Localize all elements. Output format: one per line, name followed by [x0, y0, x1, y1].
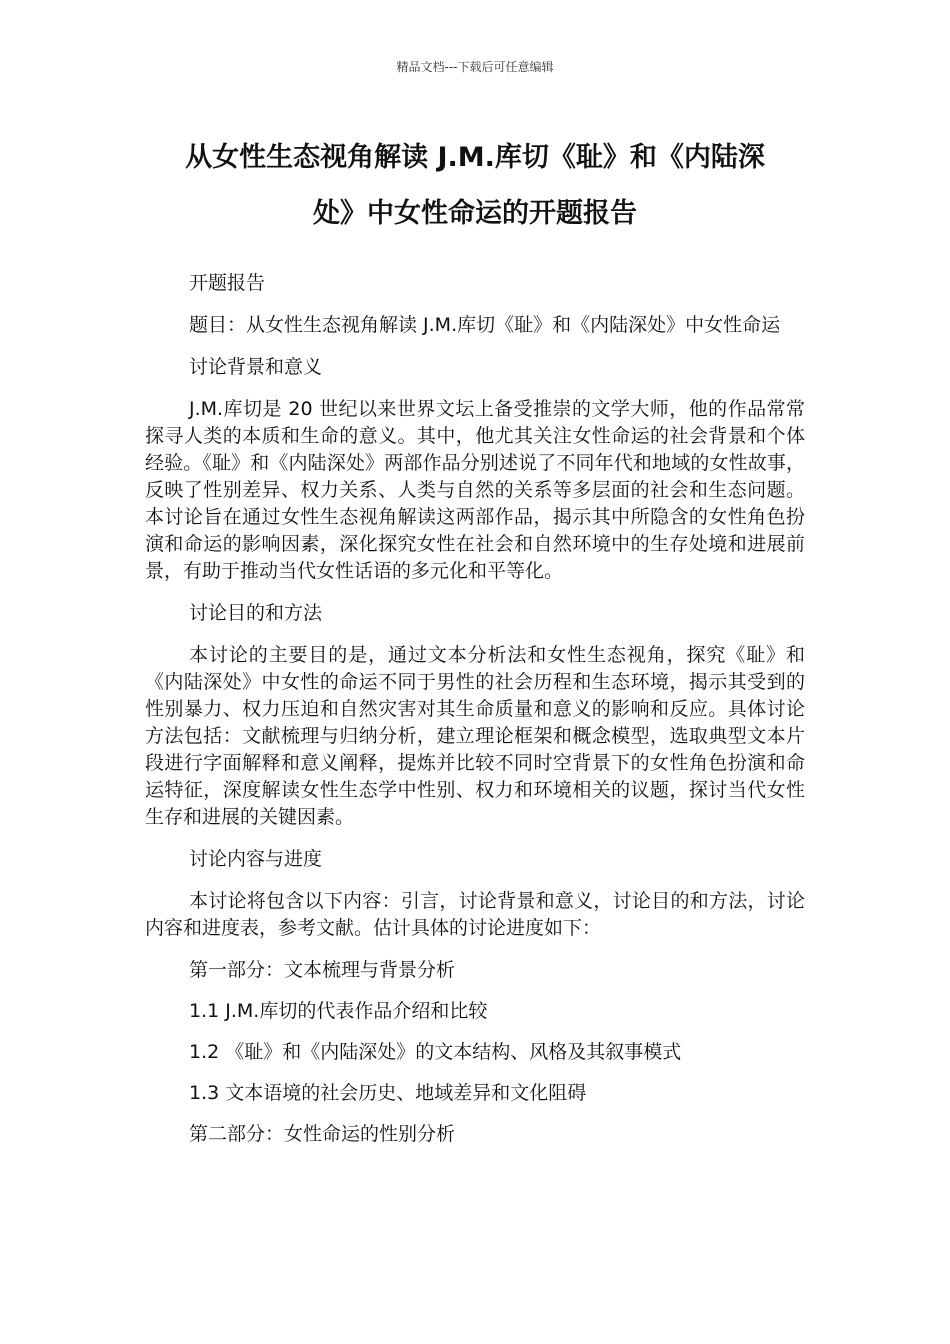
content-progress-paragraph: 本讨论将包含以下内容：引言，讨论背景和意义，讨论目的和方法，讨论内容和进度表，参考文献。估计具体的讨论进度如下： — [145, 890, 805, 939]
list-item-1-2: 1.2 《耻》和《内陆深处》的文本结构、风格及其叙事模式 — [189, 1041, 682, 1063]
part-two-heading: 第二部分：女性命运的性别分析 — [189, 1123, 456, 1145]
heading-background: 讨论背景和意义 — [189, 356, 323, 378]
document-body — [145, 270, 805, 1162]
heading-purpose-method: 讨论目的和方法 — [189, 602, 323, 624]
title-line-2: 处》中女性命运的开题报告 — [313, 198, 637, 229]
document-title — [150, 130, 800, 242]
purpose-method-paragraph: 本讨论的主要目的是，通过文本分析法和女性生态视角，探究《耻》和《内陆深处》中女性的命运不同于男性的社会历程和生态环境，揭示其受到的性别暴力、权力压迫和自然灾害对其生命质量和意义的影响和反应。具体讨论方法包括：文献梳理与归纳分析，建立理论框架和概念模型，选取典型文本片段进行字面解释和意义阐释，提炼并比较不同时空背景下的女性角色扮演和命运特征，深度解读女性生态学中性别、权力和环境相关的议题，探讨当代女性生存和进展的关键因素。 — [145, 644, 805, 828]
part-one-heading: 第一部分：文本梳理与背景分析 — [189, 959, 456, 981]
topic-paragraph: 题目：从女性生态视角解读 J.M.库切《耻》和《内陆深处》中女性命运 — [189, 314, 781, 336]
list-item-1-3: 1.3 文本语境的社会历史、地域差异和文化阻碍 — [189, 1082, 587, 1104]
heading-content-progress: 讨论内容与进度 — [189, 848, 323, 870]
section-label-report: 开题报告 — [189, 272, 266, 294]
background-paragraph: J.M.库切是 20 世纪以来世界文坛上备受推崇的文学大师，他的作品常常探寻人类的本质和生命的意义。其中，他尤其关注女性命运的社会背景和个体经验。《耻》和《内陆深处》两部作品分别述说了不同年代和地域的女性故事，反映了性别差异、权力关系、人类与自然的关系等多层面的社会和生态问题。本讨论旨在通过女性生态视角解读这两部作品，揭示其中所隐含的女性角色扮演和命运的影响因素，深化探究女性在社会和自然环境中的生存处境和进展前景，有助于推动当代女性话语的多元化和平等化。 — [145, 398, 805, 582]
list-item-1-1: 1.1 J.M.库切的代表作品介绍和比较 — [189, 1000, 488, 1022]
title-line-1: 从女性生态视角解读 J.M.库切《耻》和《内陆深 — [185, 142, 765, 173]
header-watermark: 精品文档---下载后可任意编辑 — [396, 60, 554, 74]
